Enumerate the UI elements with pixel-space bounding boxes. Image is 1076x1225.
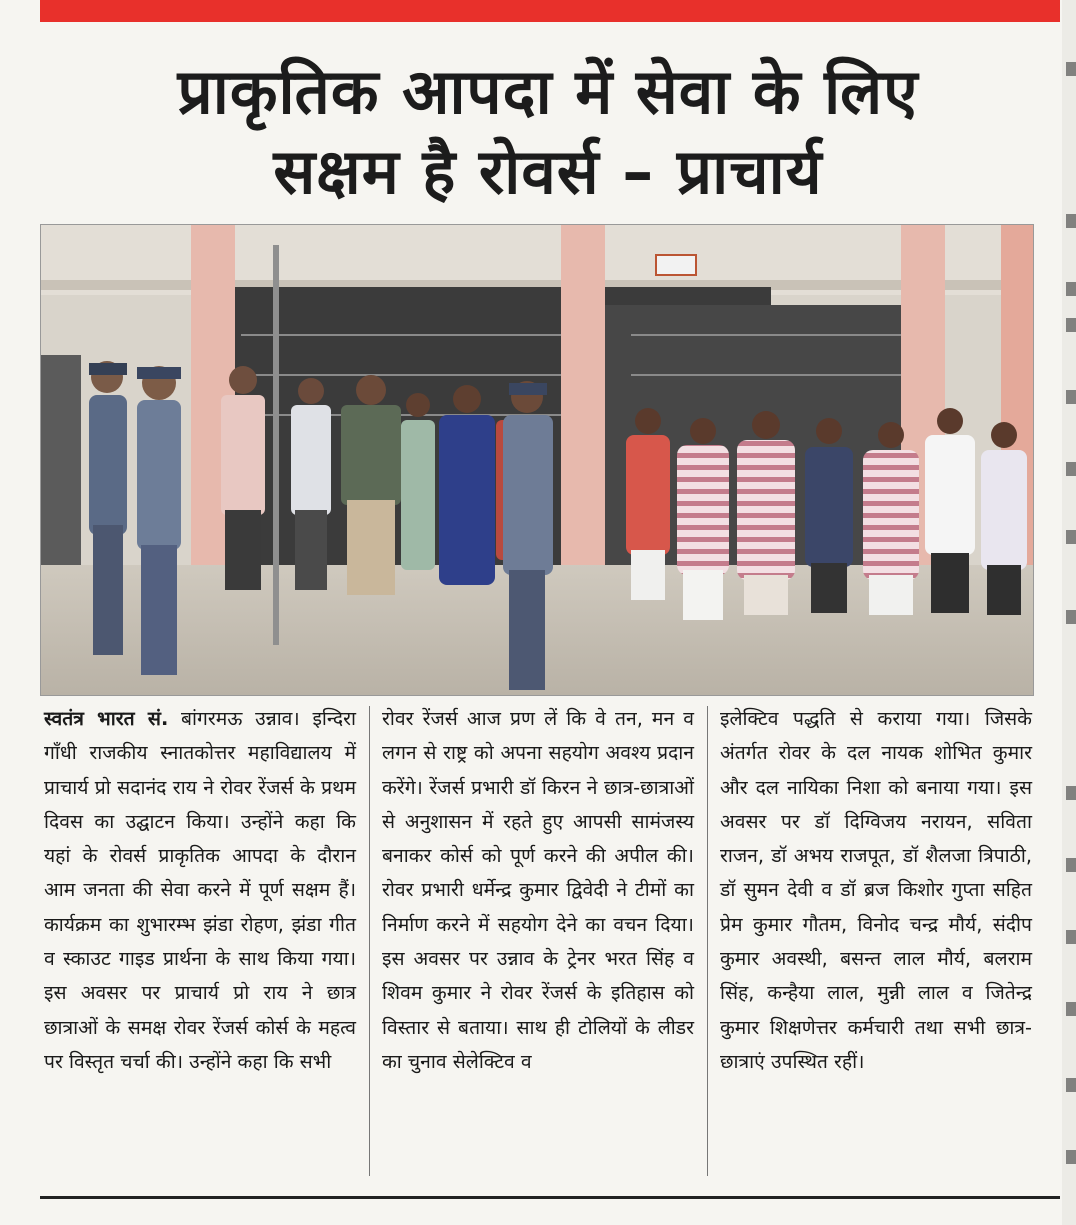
adjacent-text-fragment (1066, 530, 1076, 544)
article-column-1-text: बांगरमऊ उन्नाव। इन्दिरा गाँधी राजकीय स्नातकोत्तर महाविद्यालय में प्राचार्य प्रो सदानंद राय ने रोवर रेंजर्स के प्रथम दिवस का उद्घाटन किया। उन्होंने कहा कि यहां के रोवर्स प्राकृतिक आपदा के दौरान आम जनता की सेवा करने में पूर्ण सक्षम हैं। कार्यक्रम का शुभारम्भ झंडा रोहण, झंडा गीत व स्काउट गाइड प्रार्थना के साथ किया गया। इस अवसर पर प्राचार्य प्रो राय ने छात्र छात्राओं के समक्ष रोवर रेंजर्स कोर्स के महत्व पर विस्तृत चर्चा की। उन्होंने कहा कि सभी (44, 707, 356, 1073)
adjacent-text-fragment (1066, 1002, 1076, 1016)
article-column-3: इलेक्टिव पद्धति से कराया गया। जिसके अंतर्गत रोवर के दल नायक शोभित कुमार और दल नायिका निशा को बनाया गया। इस अवसर पर डॉ दिग्विजय नरायन, सविता राजन, डॉ अभय राजपूत, डॉ शैलजा त्रिपाठी, डॉ सुमन देवी व डॉ ब्रज किशोर गुप्ता सहित प्रेम कुमार गौतम, विनोद चन्द्र मौर्य, संदीप कुमार अवस्थी, बसन्त लाल मौर्य, बलराम सिंह, कन्हैया लाल, मुन्नी लाल व जितेन्द्र कुमार शिक्षणेत्तर कर्मचारी तथा सभी छात्र-छात्राएं उपस्थित रहीं। (720, 707, 1032, 1073)
adjacent-text-fragment (1066, 282, 1076, 296)
article-column-1 (44, 702, 356, 1079)
adjacent-text-fragment (1066, 610, 1076, 624)
article-column-2: रोवर रेंजर्स आज प्रण लें कि वे तन, मन व लगन से राष्ट्र को अपना सहयोग अवश्य प्रदान करेंगे। रेंजर्स प्रभारी डॉ किरन ने छात्र-छात्राओं से अनुशासन में रहते हुए आपसी सामंजस्य बनाकर कोर्स को पूर्ण करने की अपील की। रोवर प्रभारी धर्मेन्द्र कुमार द्विवेदी ने टीमों का निर्माण करने में सहयोग देने का वचन दिया। इस अवसर पर उन्नाव के ट्रेनर भरत सिंह व शिवम कुमार ने रोवर रेंजर्स के इतिहास को विस्तार से बताया। साथ ही टोलियों के लीडर का चुनाव सेलेक्टिव व (382, 707, 694, 1073)
column-divider (707, 706, 708, 1176)
adjacent-text-fragment (1066, 214, 1076, 228)
news-photo (40, 224, 1034, 696)
adjacent-text-fragment (1066, 1078, 1076, 1092)
adjacent-text-fragment (1066, 390, 1076, 404)
adjacent-text-fragment (1066, 462, 1076, 476)
adjacent-text-fragment (1066, 318, 1076, 332)
article-body (44, 702, 1034, 1182)
headline-line-2: सक्षम है रोवर्स – प्राचार्य (273, 135, 823, 208)
adjacent-text-fragment (1066, 858, 1076, 872)
top-red-bar (40, 0, 1060, 22)
adjacent-text-fragment (1066, 786, 1076, 800)
adjacent-text-fragment (1066, 1150, 1076, 1164)
byline: स्वतंत्र भारत सं. (44, 707, 169, 730)
headline (40, 52, 1056, 212)
headline-line-1: प्राकृतिक आपदा में सेवा के लिए (177, 55, 919, 128)
bottom-rule (40, 1196, 1060, 1199)
column-divider (369, 706, 370, 1176)
adjacent-text-fragment (1066, 62, 1076, 76)
adjacent-text-fragment (1066, 930, 1076, 944)
